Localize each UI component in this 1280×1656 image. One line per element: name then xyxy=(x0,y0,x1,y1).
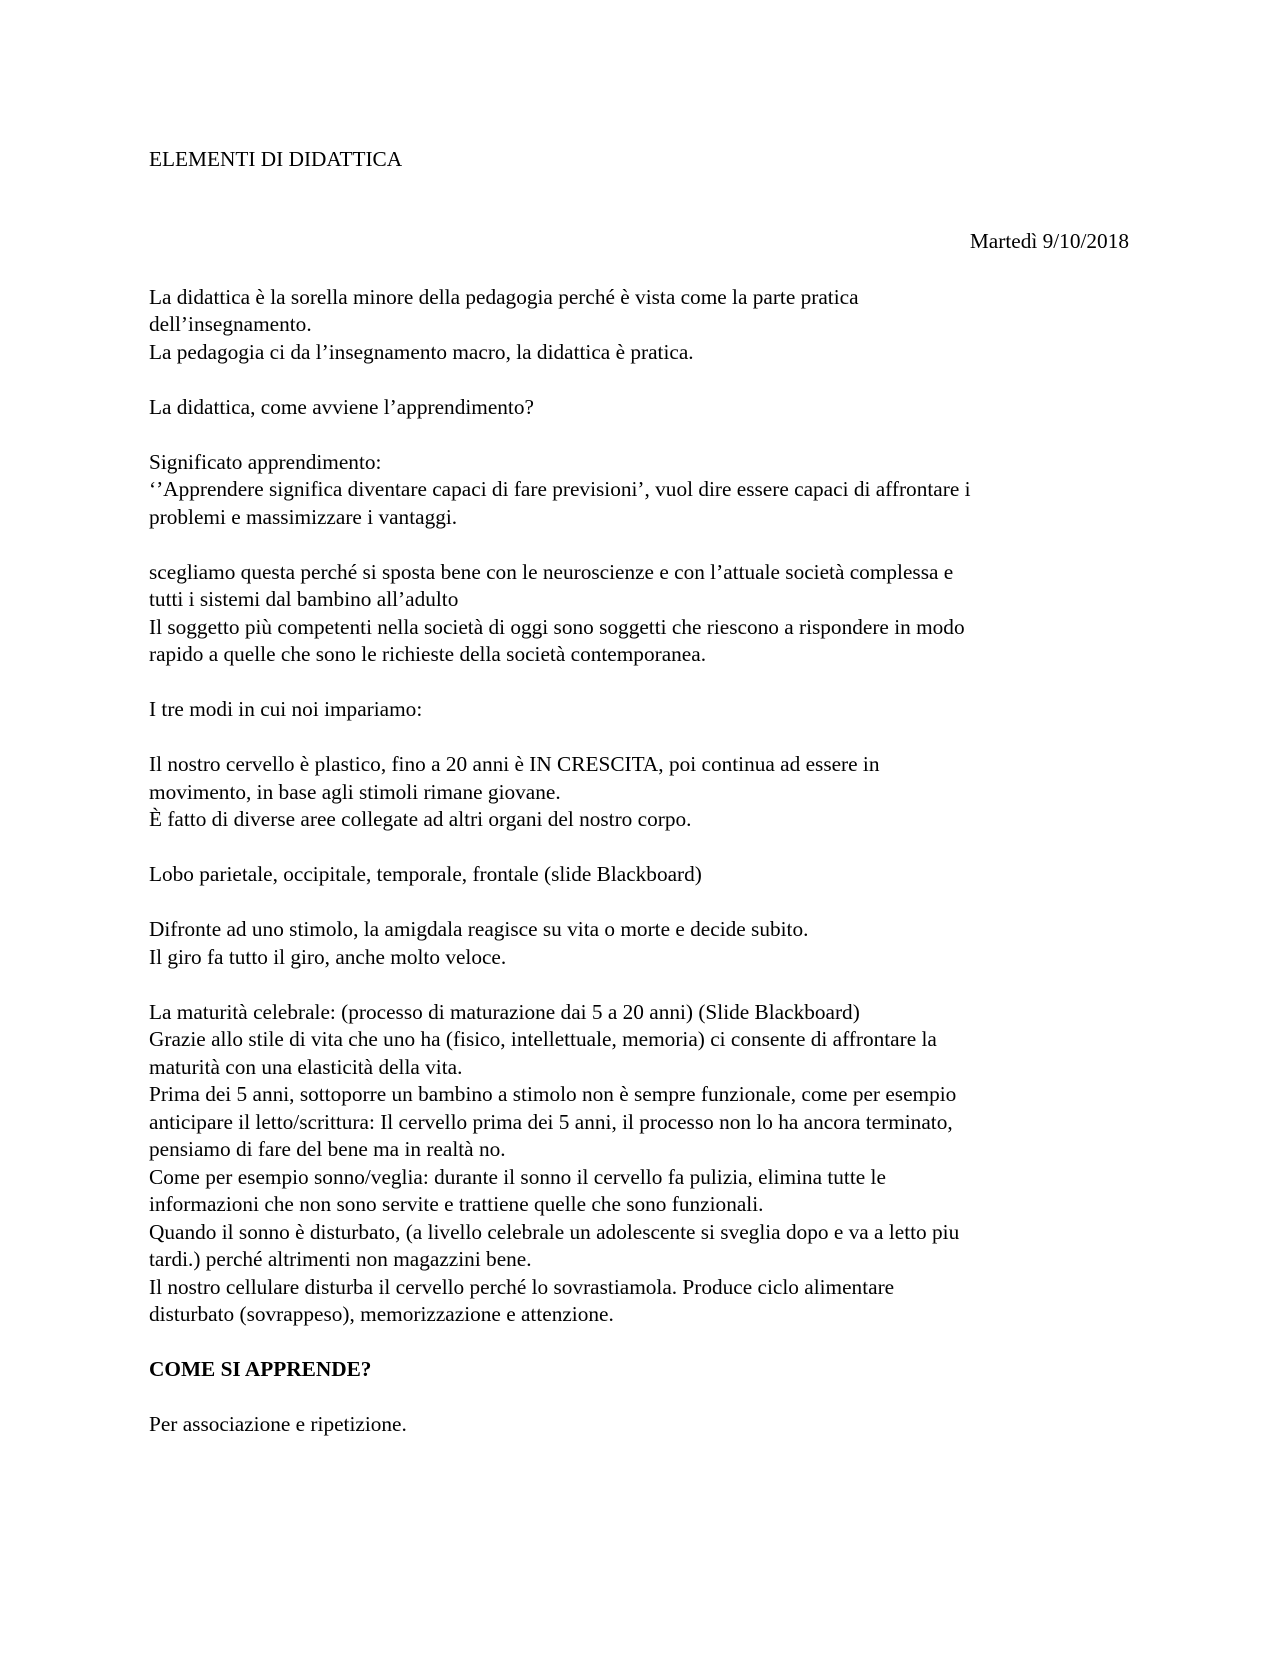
blank-line xyxy=(149,366,1129,394)
blank-line xyxy=(149,1329,1129,1357)
blank-line xyxy=(149,889,1129,917)
paragraph-line: scegliamo questa perché si sposta bene con le neuroscienze e con l’attuale società complessa e xyxy=(149,559,954,584)
blank-line xyxy=(149,971,1129,999)
spacer xyxy=(149,256,1129,284)
paragraph-line: movimento, in base agli stimoli rimane giovane. xyxy=(149,779,561,804)
paragraph-8 xyxy=(149,916,1129,971)
paragraph-line: informazioni che non sono servite e trattiene quelle che sono funzionali. xyxy=(149,1192,764,1216)
paragraph-3 xyxy=(149,449,1129,532)
paragraph-line: Grazie allo stile di vita che uno ha (fisico, intellettuale, memoria) ci consente di affrontare la xyxy=(149,1027,937,1051)
paragraph-6 xyxy=(149,751,1129,834)
paragraph-line: tutti i sistemi dal bambino all’adulto xyxy=(149,587,459,611)
blank-line xyxy=(149,531,1129,559)
paragraph-line: Lobo parietale, occipitale, temporale, frontale (slide Blackboard) xyxy=(149,862,702,886)
document-body xyxy=(149,146,1129,1439)
blank-line xyxy=(149,421,1129,449)
document-date: Martedì 9/10/2018 xyxy=(969,229,1129,253)
paragraph-line: La didattica, come avviene l’apprendimento? xyxy=(149,394,534,419)
paragraph-line: La pedagogia ci da l’insegnamento macro, la didattica è pratica. xyxy=(149,339,694,364)
section-heading: COME SI APPRENDE? xyxy=(149,1357,372,1381)
paragraph-9 xyxy=(149,999,1129,1329)
paragraph-line: La maturità celebrale: (processo di maturazione dai 5 a 20 anni) (Slide Blackboard) xyxy=(149,999,860,1024)
blank-line xyxy=(149,1384,1129,1412)
paragraph-line: dell’insegnamento. xyxy=(149,312,312,336)
paragraph-line: Il nostro cervello è plastico, fino a 20 anni è IN CRESCITA, poi continua ad essere in xyxy=(149,752,880,776)
paragraph-line: È fatto di diverse aree collegate ad altri organi del nostro corpo. xyxy=(149,807,692,831)
title-block xyxy=(149,146,1129,228)
paragraph-1 xyxy=(149,284,1129,367)
paragraph-line: pensiamo di fare del bene ma in realtà no. xyxy=(149,1137,506,1161)
paragraph-line: I tre modi in cui noi impariamo: xyxy=(149,697,423,721)
paragraph-line: Il giro fa tutto il giro, anche molto veloce. xyxy=(149,944,507,969)
paragraph-line: Significato apprendimento: xyxy=(149,449,382,474)
paragraph-line: disturbato (sovrappeso), memorizzazione e attenzione. xyxy=(149,1302,614,1326)
paragraph-line: Prima dei 5 anni, sottoporre un bambino a stimolo non è sempre funzionale, come per esempio xyxy=(149,1082,957,1106)
paragraph-line: La didattica è la sorella minore della pedagogia perché è vista come la parte pratica xyxy=(149,284,859,309)
paragraph-line: maturità con una elasticità della vita. xyxy=(149,1054,463,1079)
paragraph-line: Il soggetto più competenti nella società di oggi sono soggetti che riescono a rispondere in modo xyxy=(149,614,965,639)
paragraph-line: rapido a quelle che sono le richieste della società contemporanea. xyxy=(149,642,707,666)
paragraph-7 xyxy=(149,861,1129,889)
paragraph-line: anticipare il letto/scrittura: Il cervello prima dei 5 anni, il processo non lo ha ancora terminato, xyxy=(149,1109,953,1134)
closing-line: Per associazione e ripetizione. xyxy=(149,1412,407,1436)
paragraph-line: Come per esempio sonno/veglia: durante il sonno il cervello fa pulizia, elimina tutte le xyxy=(149,1164,886,1189)
paragraph-line: Il nostro cellulare disturba il cervello perché lo sovrastiamola. Produce ciclo alimentare xyxy=(149,1274,895,1299)
document-title: ELEMENTI DI DIDATTICA xyxy=(149,147,403,171)
paragraph-line: problemi e massimizzare i vantaggi. xyxy=(149,504,458,529)
paragraph-4 xyxy=(149,559,1129,669)
blank-line xyxy=(149,669,1129,697)
paragraph-line: Quando il sonno è disturbato, (a livello celebrale un adolescente si sveglia dopo e va a letto piu xyxy=(149,1219,960,1244)
blank-line xyxy=(149,834,1129,862)
paragraph-2 xyxy=(149,394,1129,422)
paragraph-line: tardi.) perché altrimenti non magazzini bene. xyxy=(149,1247,532,1271)
paragraph-5 xyxy=(149,696,1129,724)
paragraph-line: ‘’Apprendere significa diventare capaci di fare previsioni’, vuol dire essere capaci di affrontare i xyxy=(149,477,971,501)
paragraph-line: Difronte ad uno stimolo, la amigdala reagisce su vita o morte e decide subito. xyxy=(149,917,809,941)
blank-line xyxy=(149,724,1129,752)
